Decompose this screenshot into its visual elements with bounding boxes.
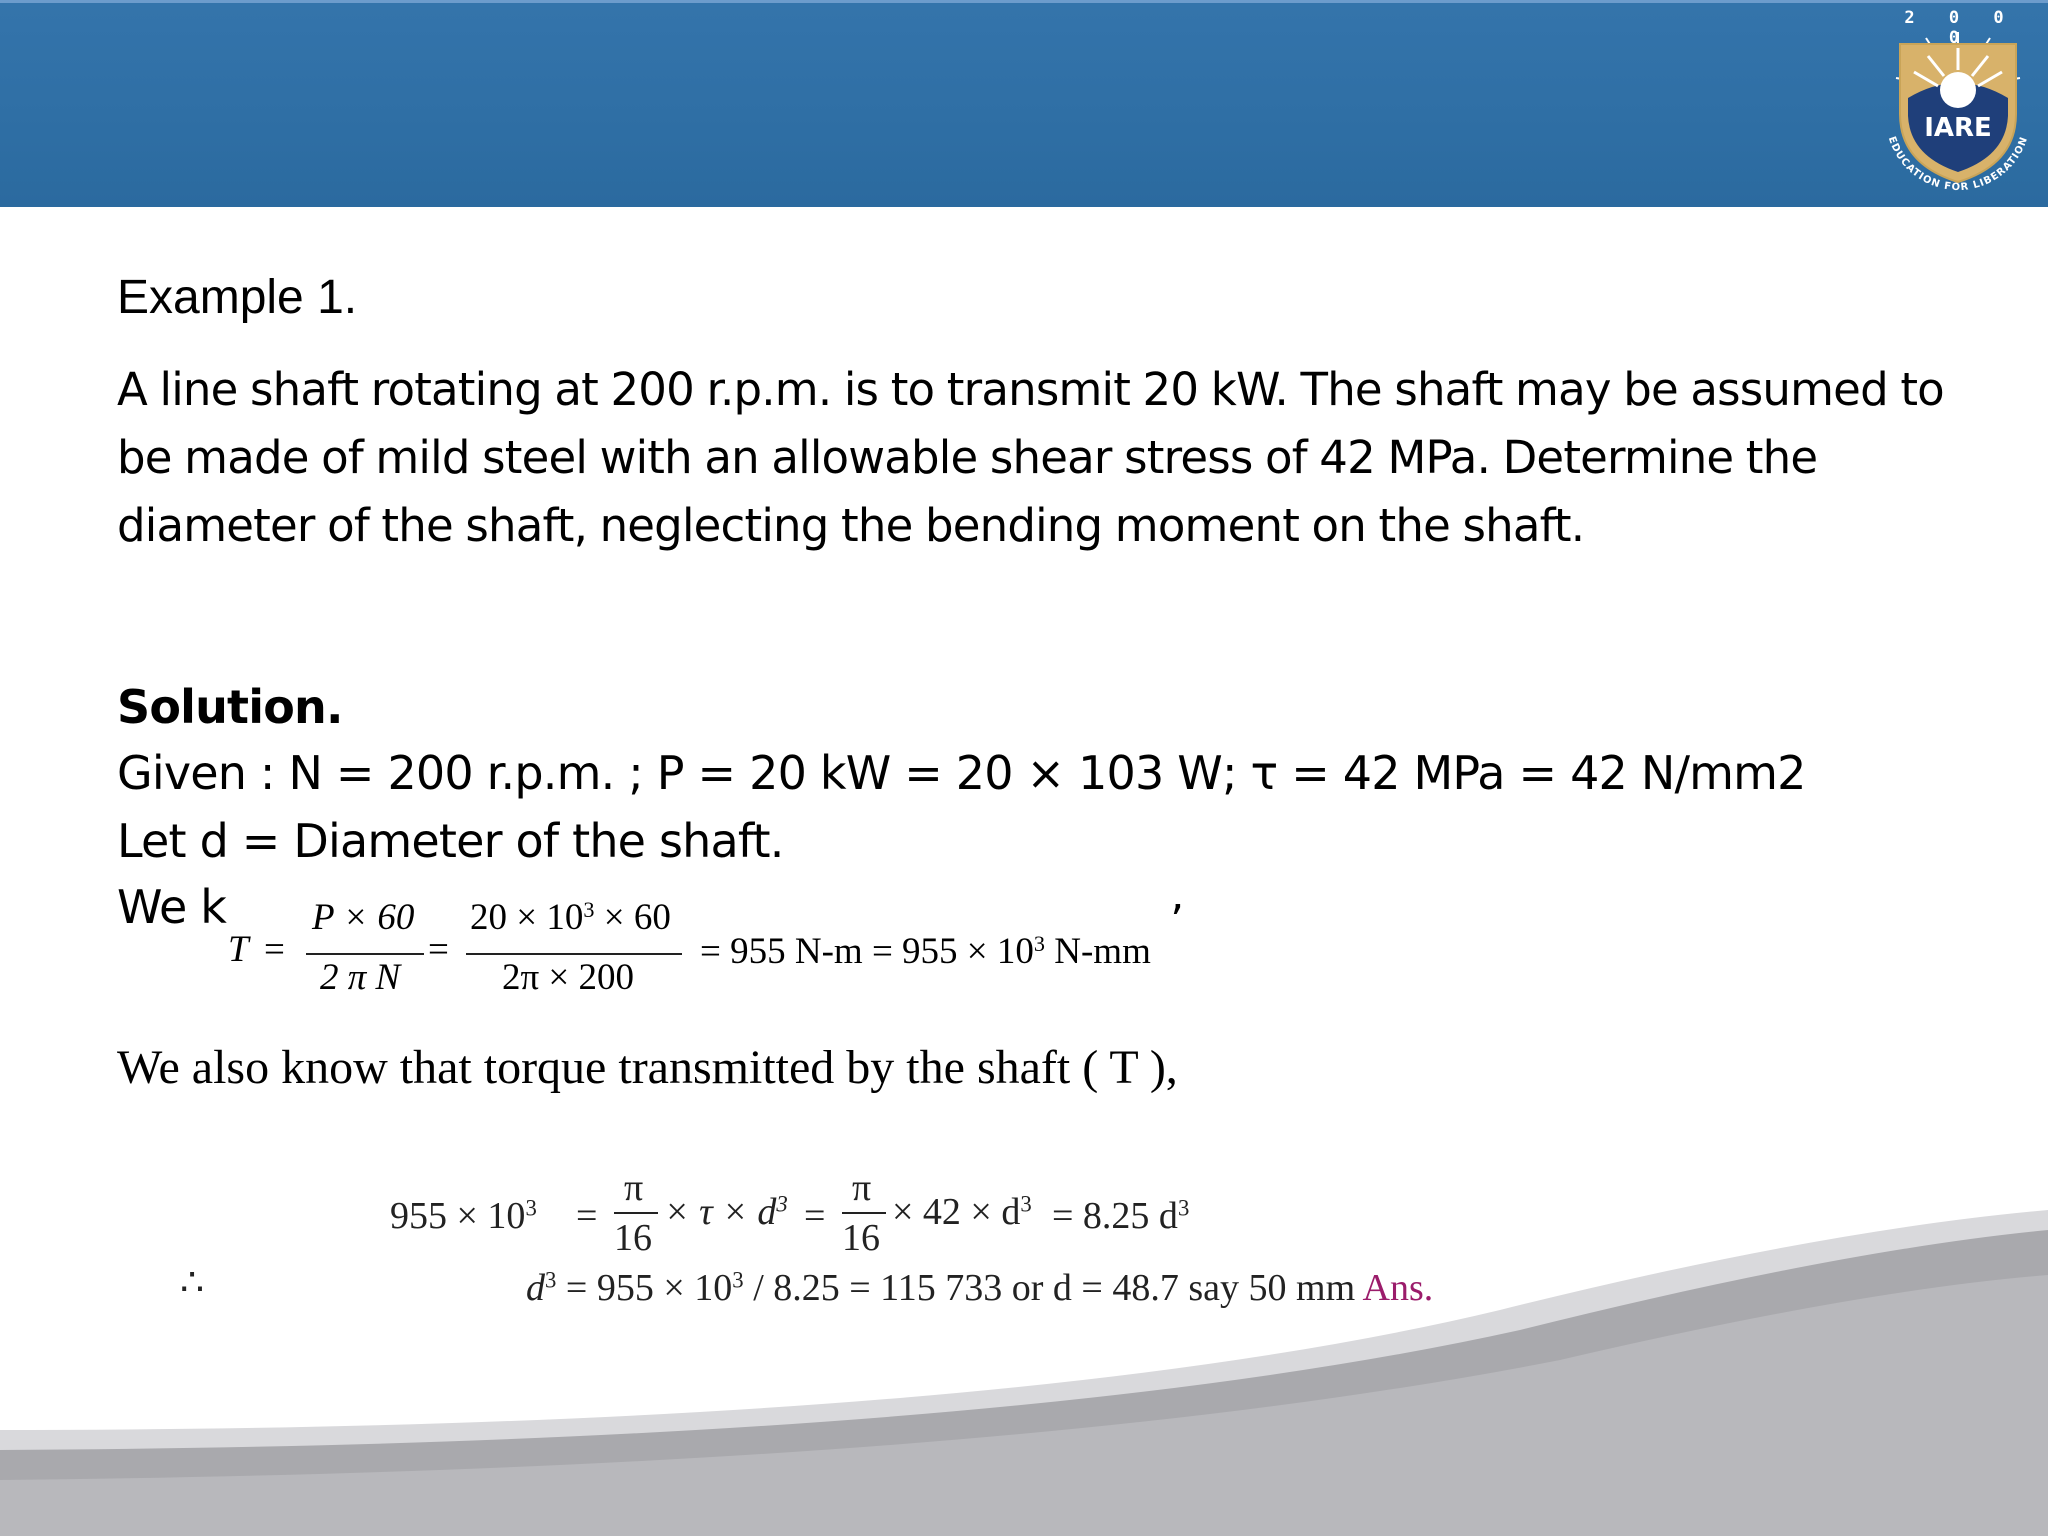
logo-year: 2 0 0 0 <box>1904 8 2016 48</box>
eq3-body: $d^3 = 955 \times 10^3 / 8.25 = 115$ 733 or d = 48.7 say 50 mm Ans. <box>526 1267 1434 1309</box>
eq2-pi-2: π <box>852 1167 872 1209</box>
final-equations <box>0 1160 2048 1330</box>
therefore-symbol: ∴ <box>180 1262 205 1304</box>
eq1-equals: = <box>264 929 285 970</box>
logo-name: IARE <box>1924 113 1992 143</box>
eq1-result: = 955 $N-m = 955 \times 10^3$ N-mm <box>700 930 1151 972</box>
solution-heading: Solution. <box>117 680 343 734</box>
also-know-line: We also know that torque transmitted by the shaft ( T ), <box>117 1041 1178 1094</box>
example-title: Example 1. <box>117 271 358 324</box>
eq2-sixteen-1: 16 <box>614 1217 652 1259</box>
problem-statement: A line shaft rotating at 200 r.p.m. is to transmit 20 kW. The shaft may be assumed to be made of mild steel with an allowable shear stress of 42 MPa. Determine the diameter of the shaft, neglecting the bending moment on the shaft. <box>117 363 1944 552</box>
logo-motto: EDUCATION FOR LIBERATION <box>1885 135 2031 194</box>
eq2-lhs: $955 \times 10^3$ <box>390 1195 537 1237</box>
let-line: Let d = Diameter of the shaft. <box>117 814 784 868</box>
eq1-frac2-numerator: $20 \times 10^3 \times 60$ <box>470 896 671 938</box>
eq1-frac1-numerator: P × 60 <box>312 897 415 938</box>
eq1-frac1-bar <box>306 953 424 955</box>
eq2-sixteen-2: 16 <box>842 1217 880 1259</box>
eq1-frac2-denominator: 2π × 200 <box>502 957 635 998</box>
eq2-mid-2: × $42 \times d^3$ <box>892 1191 1032 1233</box>
eq1-trailing-comma: ’ <box>1170 896 1184 947</box>
eq1-equals-2: = <box>428 929 449 970</box>
eq2-result: = 8.25 $d^3$ <box>1052 1195 1190 1237</box>
eq2-frac1-bar <box>614 1212 658 1214</box>
header-band <box>0 0 2048 207</box>
eq1-frac2-bar <box>466 953 682 955</box>
eq2-pi-1: π <box>624 1167 644 1209</box>
we-know-line: We k <box>117 880 227 934</box>
answer-label: Ans. <box>1362 1267 1434 1309</box>
eq2-equals: = <box>576 1195 598 1237</box>
eq2-frac2-bar <box>842 1212 886 1214</box>
eq2-equals-2: = <box>804 1195 826 1237</box>
given-line: Given : N = 200 r.p.m. ; P = 20 kW = 20 × 103 W; τ = 42 MPa = 42 N/mm2 <box>117 746 1806 800</box>
eq1-lhs: T <box>228 929 249 970</box>
eq2-mid-1: × $\tau \times d^3$ <box>664 1191 788 1233</box>
eq1-frac1-denominator: 2 π N <box>320 957 401 998</box>
